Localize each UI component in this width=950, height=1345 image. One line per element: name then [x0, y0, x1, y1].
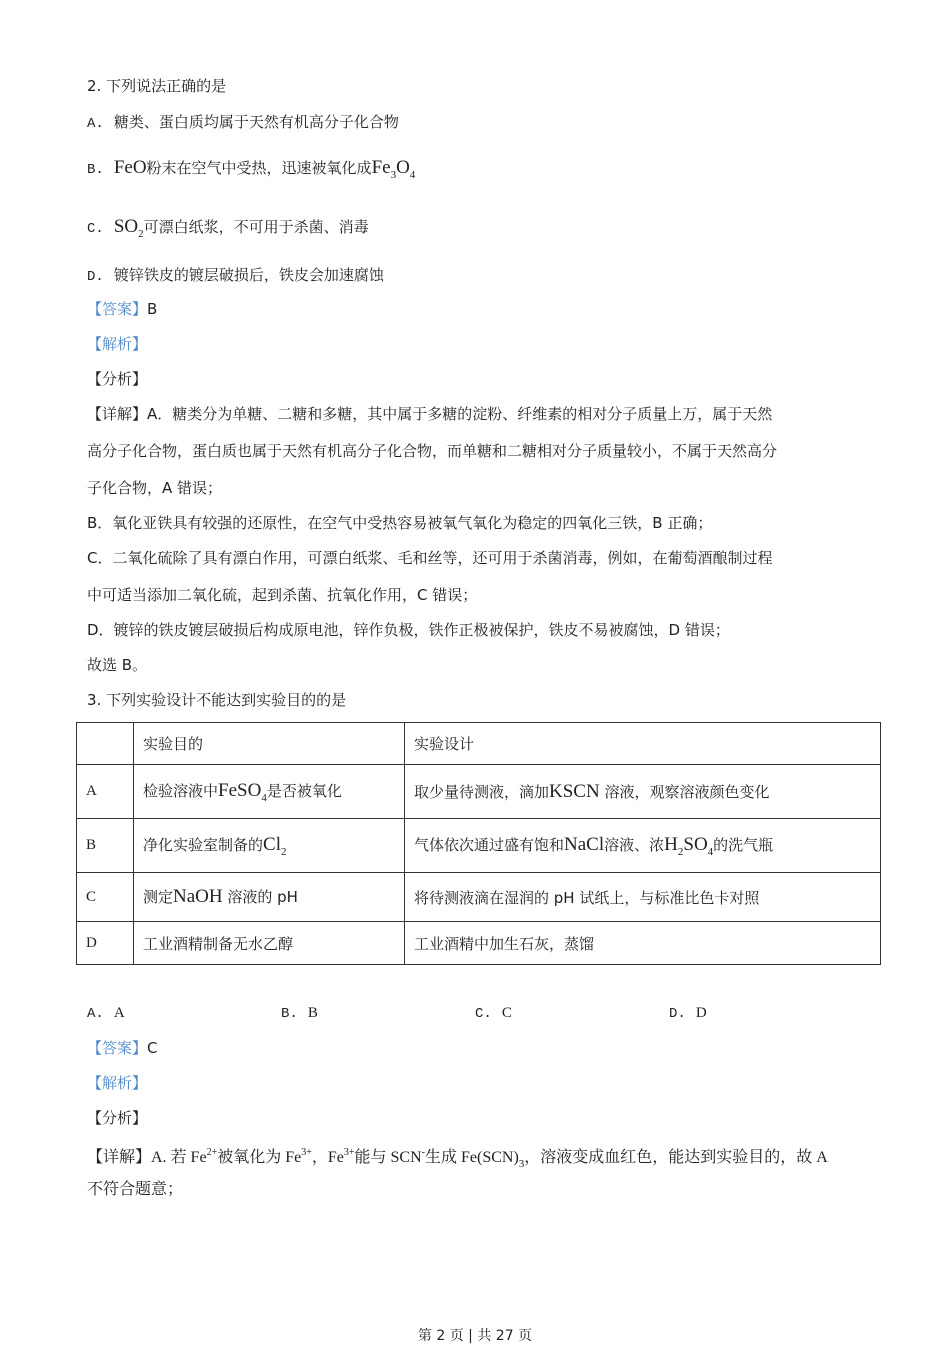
chemical-formula: SO: [683, 833, 708, 855]
q3-detail-1: [87, 1143, 828, 1174]
text-run: 溶液的 pH: [222, 888, 298, 906]
purpose-cell: [134, 819, 405, 873]
choice-label: D.: [669, 1006, 686, 1022]
subscript: 2: [280, 845, 287, 858]
text-run: 糖类、蛋白质均属于天然有机高分子化合物: [113, 113, 399, 131]
q2-detail-0: 【详解】A．糖类分为单糖、二糖和多糖，其中属于多糖的淀粉、纤维素的相对分子质量上万，属于天然: [87, 405, 773, 423]
table-row: [77, 873, 881, 922]
chemical-formula: Fe: [371, 157, 391, 178]
table-header-row: [77, 723, 881, 765]
subscript: 2: [138, 228, 144, 240]
q2-option-a: [87, 112, 399, 134]
text-run: 的洗气瓶: [713, 835, 774, 854]
superscript: 3+: [343, 1147, 355, 1158]
text-run: 溶液、浓: [604, 835, 665, 854]
superscript: 3+: [301, 1147, 312, 1158]
q3-choice-c: [475, 1003, 512, 1022]
q2-detail-6: D．镀锌的铁皮镀层破损后构成原电池，锌作负极，铁作正极被保护，铁皮不易被腐蚀，D 错误；: [87, 621, 730, 639]
choice-value: C: [501, 1005, 512, 1021]
answer-value: C: [147, 1039, 158, 1057]
text-run: 将待测液滴在湿润的 pH 试纸上，与标准比色卡对照: [414, 888, 760, 907]
q2-detail-2: 子化合物，A 错误；: [87, 479, 223, 497]
text-run: 检验溶液中: [143, 781, 219, 800]
q3-fenxi: 【分析】: [87, 1109, 148, 1127]
q2-detail-5: 中可适当添加二氧化硫，起到杀菌、抗氧化作用，C 错误；: [87, 586, 478, 604]
subscript: 3: [390, 169, 397, 181]
option-label: A.: [87, 116, 104, 132]
text-run: ，Fe: [311, 1149, 344, 1166]
text-run: 粉末在空气中受热，迅速被氧化成: [146, 159, 372, 177]
design-cell: [405, 765, 881, 819]
header-cell: [77, 723, 134, 765]
text-run: 工业酒精制备无水乙醇: [143, 934, 294, 953]
q2-answer: [87, 299, 157, 319]
text-run: ，溶液变成血红色，能达到实验目的，故 A: [524, 1149, 828, 1166]
q2-detail-4: C．二氧化硫除了具有漂白作用，可漂白纸浆、毛和丝等，还可用于杀菌消毒，例如，在葡萄酒酿制过程: [87, 549, 773, 567]
q2-detail-3: B．氧化亚铁具有较强的还原性，在空气中受热容易被氧气氧化为稳定的四氧化三铁，B 正确；: [87, 514, 713, 532]
choice-value: B: [307, 1005, 318, 1021]
table-row: [77, 819, 881, 873]
q2-detail-7: 故选 B。: [87, 656, 148, 674]
chemical-formula: O: [396, 157, 410, 178]
chemical-formula: Cl: [263, 833, 281, 855]
header-cell: 实验设计: [405, 723, 881, 765]
choice-value: A: [113, 1005, 125, 1021]
q2-fenxi: 【分析】: [87, 370, 148, 388]
row-label: D: [77, 922, 134, 965]
purpose-cell: [134, 873, 405, 922]
experiment-table: [76, 722, 881, 965]
q2-analysis-tag: 【解析】: [87, 335, 148, 353]
design-cell: [405, 819, 881, 873]
design-cell: [405, 922, 881, 965]
purpose-cell: [134, 765, 405, 819]
q2-detail-1: 高分子化合物，蛋白质也属于天然有机高分子化合物，而单糖和二糖相对分子质量较小，不属于天然高分: [87, 442, 778, 460]
text-run: 测定: [143, 888, 174, 906]
text-run: 生成 Fe(SCN): [425, 1149, 519, 1166]
chemical-formula: H: [664, 833, 678, 855]
answer-value: B: [147, 300, 158, 318]
table-row: [77, 765, 881, 819]
q2-stem: [87, 76, 226, 96]
text-run: 被氧化为 Fe: [217, 1149, 302, 1166]
option-label: D.: [87, 269, 104, 285]
q3-choice-d: [669, 1003, 707, 1022]
chemical-formula: NaOH: [173, 886, 223, 907]
text-run: 2. 下列说法正确的是: [87, 77, 227, 95]
page-footer: 第 2 页 | 共 27 页: [417, 1328, 533, 1344]
chemical-formula: FeO: [113, 157, 147, 178]
chemical-formula: KSCN: [549, 780, 600, 802]
superscript: -: [421, 1147, 425, 1158]
superscript: 2+: [206, 1147, 218, 1158]
q3-stem: 3. 下列实验设计不能达到实验目的的是: [87, 691, 347, 709]
text-run: 工业酒精中加生石灰，蒸馏: [414, 934, 595, 953]
q2-option-d: [87, 265, 384, 287]
row-label: C: [77, 873, 134, 922]
q3-answer: [87, 1038, 158, 1058]
text-run: 能与 SCN: [354, 1149, 422, 1166]
header-cell: 实验目的: [134, 723, 405, 765]
option-label: B.: [87, 162, 104, 178]
q2-option-c: [87, 217, 369, 244]
choice-label: C.: [475, 1006, 492, 1022]
q3-analysis-tag: 【解析】: [87, 1074, 148, 1092]
choice-value: D: [695, 1005, 707, 1021]
subscript: 4: [707, 845, 714, 858]
subscript: 2: [677, 845, 684, 858]
text-run: 【详解】A. 若 Fe: [87, 1149, 207, 1166]
subscript: 4: [261, 791, 267, 804]
text-run: 净化实验室制备的: [143, 835, 264, 854]
chemical-formula: SO: [113, 216, 139, 237]
subscript: 4: [409, 169, 416, 181]
text-run: 取少量待测液，滴加: [414, 782, 550, 801]
table-row: [77, 922, 881, 965]
q3-detail-2: 不符合题意；: [87, 1181, 184, 1198]
chemical-formula: FeSO: [218, 779, 262, 801]
text-run: 可漂白纸浆，不可用于杀菌、消毒: [143, 218, 369, 236]
option-label: C.: [87, 221, 104, 237]
choice-label: A.: [87, 1006, 104, 1022]
text-run: 镀锌铁皮的镀层破损后，铁皮会加速腐蚀: [113, 266, 384, 284]
q3-choice-b: [281, 1003, 318, 1022]
row-label: A: [77, 765, 134, 819]
answer-tag: 【答案】: [87, 300, 148, 318]
text-run: 是否被氧化: [266, 781, 342, 800]
purpose-cell: [134, 922, 405, 965]
choice-label: B.: [281, 1006, 298, 1022]
answer-tag: 【答案】: [87, 1039, 148, 1057]
design-cell: [405, 873, 881, 922]
q2-option-b: [87, 158, 415, 185]
row-label: B: [77, 819, 134, 873]
q3-choice-a: [87, 1003, 125, 1022]
chemical-formula: NaCl: [564, 833, 605, 855]
subscript: 3: [518, 1158, 525, 1170]
text-run: 气体依次通过盛有饱和: [414, 835, 565, 854]
text-run: 溶液，观察溶液颜色变化: [599, 782, 770, 801]
